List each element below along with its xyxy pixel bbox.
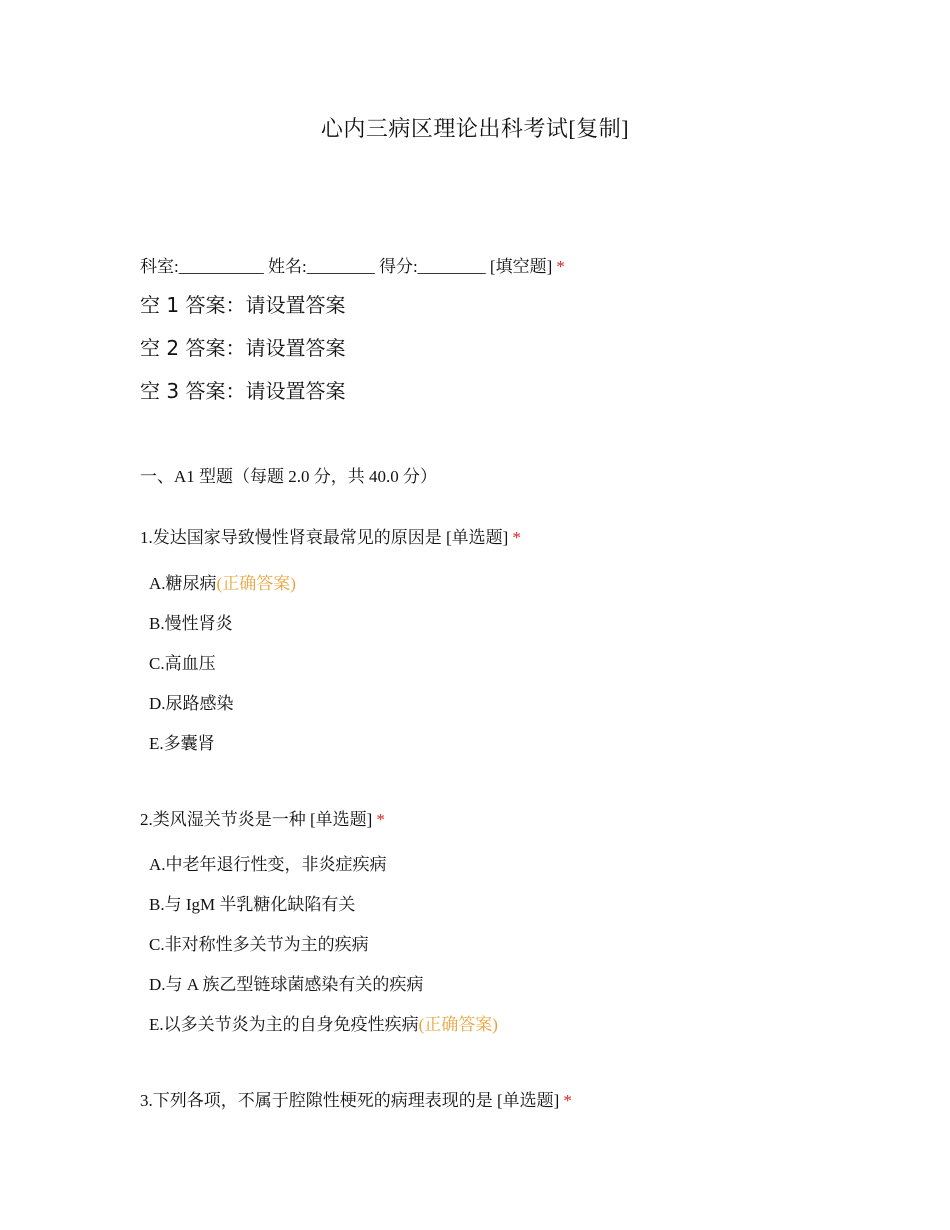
page-title: 心内三病区理论出科考试[复制] [320, 116, 630, 141]
option-label: C.高血压 [149, 654, 216, 673]
question-1 [140, 523, 521, 548]
question-2 [140, 805, 385, 830]
blank-answer-1[interactable]: 空 1 答案：请设置答案 [140, 293, 346, 317]
question-1-text: 1.发达国家导致慢性肾衰最常见的原因是 [单选题] [140, 528, 509, 547]
question-1-option-e[interactable] [149, 729, 215, 754]
question-1-option-c[interactable] [149, 649, 216, 674]
option-label: D.与 A 族乙型链球菌感染有关的疾病 [149, 975, 424, 994]
option-label: E.多囊肾 [149, 734, 215, 753]
option-label: B.慢性肾炎 [149, 614, 233, 633]
question-2-option-d[interactable] [149, 970, 423, 995]
blank-answer-3[interactable]: 空 3 答案：请设置答案 [140, 379, 346, 403]
fill-in-prompt: 科室:__________ 姓名:________ 得分:________ [填空题] [140, 257, 553, 276]
required-mark: * [512, 528, 521, 547]
question-2-option-b[interactable] [149, 890, 355, 915]
section-heading: 一、A1 型题（每题 2.0 分，共 40.0 分） [140, 467, 438, 486]
question-2-option-a[interactable] [149, 850, 387, 875]
question-2-text: 2.类风湿关节炎是一种 [单选题] [140, 810, 373, 829]
option-label: C.非对称性多关节为主的疾病 [149, 935, 369, 954]
question-1-option-d[interactable] [149, 689, 234, 714]
question-2-option-c[interactable] [149, 930, 369, 955]
option-label: A.糖尿病 [149, 574, 217, 593]
fill-in-question [140, 252, 565, 277]
required-mark: * [556, 257, 565, 276]
question-3 [140, 1086, 572, 1111]
option-label: D.尿路感染 [149, 694, 234, 713]
correct-answer-tag: (正确答案) [216, 574, 296, 593]
question-1-option-b[interactable] [149, 609, 233, 634]
question-2-option-e[interactable] [149, 1010, 498, 1035]
option-label: E.以多关节炎为主的自身免疫性疾病 [149, 1015, 419, 1034]
option-label: A.中老年退行性变，非炎症疾病 [149, 855, 387, 874]
blank-answer-2[interactable]: 空 2 答案：请设置答案 [140, 336, 346, 360]
required-mark: * [376, 810, 385, 829]
required-mark: * [563, 1091, 572, 1110]
option-label: B.与 IgM 半乳糖化缺陷有关 [149, 895, 356, 914]
question-1-option-a[interactable] [149, 569, 296, 594]
correct-answer-tag: (正确答案) [418, 1015, 498, 1034]
question-3-text: 3.下列各项，不属于腔隙性梗死的病理表现的是 [单选题] [140, 1091, 560, 1110]
